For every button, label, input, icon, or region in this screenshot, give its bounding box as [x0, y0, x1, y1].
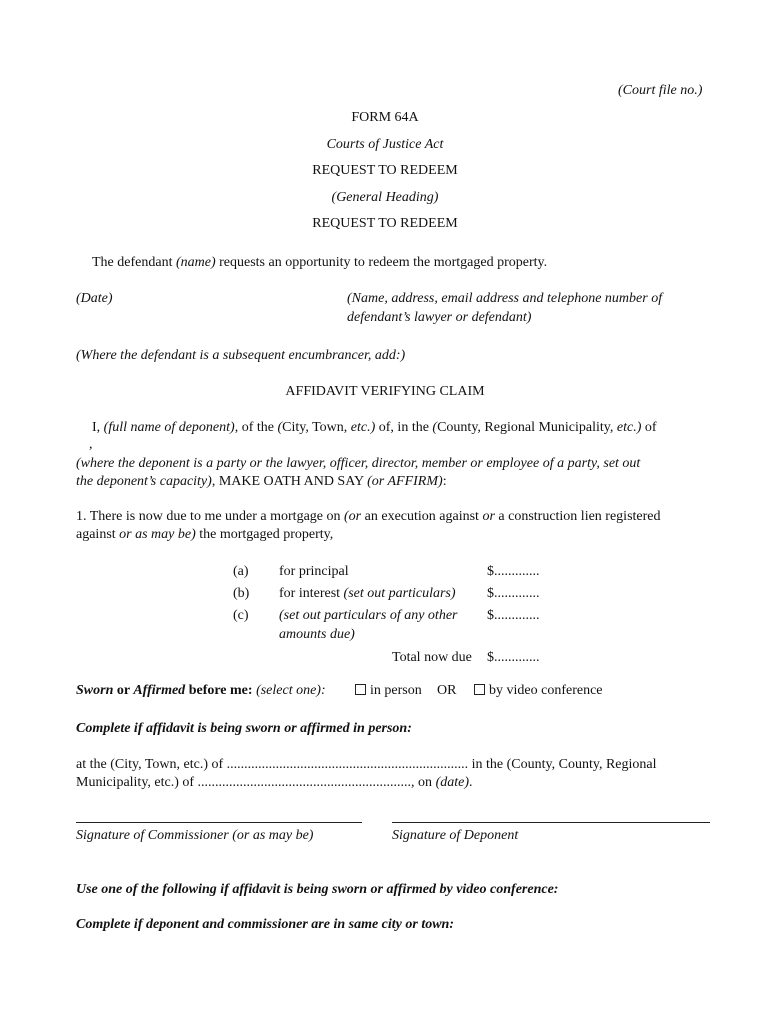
row-b-letter: (b): [233, 586, 250, 601]
row-a-letter: (a): [233, 564, 249, 579]
capacity-text: the deponent’s capacity): [76, 474, 212, 489]
affirm-text: (or AFFIRM): [367, 474, 443, 489]
lawyer-info-line1: (Name, address, email address and telephone number of: [347, 291, 663, 306]
period-text: .: [469, 775, 473, 790]
deponent-signature-label: Signature of Deponent: [392, 828, 519, 843]
total-amount: $.............: [487, 650, 540, 665]
against-text: against: [76, 527, 120, 542]
before-me-text: before me:: [185, 683, 253, 698]
lawyer-info-line2: defendant’s lawyer or defendant): [347, 310, 532, 325]
row-b-desc: [279, 585, 456, 603]
execution-text: an execution against: [361, 509, 483, 524]
row-c-amount: $.............: [487, 608, 540, 623]
or-text-2: or: [482, 509, 495, 524]
affidavit-title: AFFIDAVIT VERIFYING CLAIM: [285, 384, 485, 399]
row-a-desc: [279, 563, 349, 581]
row-b-desc-text: for interest: [279, 586, 344, 601]
row-a-amount: $.............: [487, 564, 540, 579]
sworn-or-text: or: [113, 683, 134, 698]
municipality-text: Municipality, etc.) of ............................................................., on: [76, 775, 436, 790]
date-placeholder: (Date): [76, 291, 113, 306]
total-label: Total now due: [392, 650, 472, 665]
deponent-text: , of the: [234, 420, 278, 435]
oath-text: , MAKE OATH AND SAY: [211, 474, 368, 489]
deponent-comma: ,: [89, 437, 93, 452]
deponent-line: [92, 419, 657, 437]
form-number: FORM 64A: [351, 110, 419, 125]
request-paragraph: [92, 254, 547, 272]
or-separator: OR: [437, 683, 457, 698]
general-heading: (General Heading): [331, 190, 439, 205]
as-may-be-text: or as may be): [119, 527, 196, 542]
select-one-text: (select one):: [252, 683, 326, 698]
mortgaged-property-text: the mortgaged property,: [195, 527, 334, 542]
request-text-end: requests an opportunity to redeem the mortgaged property.: [215, 255, 548, 270]
act-name: Courts of Justice Act: [326, 137, 444, 152]
video-conference-option[interactable]: [474, 682, 603, 700]
in-person-option[interactable]: [355, 682, 422, 700]
commissioner-signature-line[interactable]: [76, 822, 362, 823]
capacity-note-line1: (where the deponent is a party or the lawyer, officer, director, member or employee of a party, set out: [76, 456, 641, 471]
deponent-signature-line[interactable]: [392, 822, 710, 823]
video-conference-label: by video conference: [489, 683, 603, 698]
row-b-desc-italic: (set out particulars): [343, 586, 456, 601]
deponent-name-placeholder: (full name of deponent): [103, 420, 235, 435]
in-person-label: in person: [370, 683, 422, 698]
in-the-text: of, in the: [375, 420, 433, 435]
location-line2: [76, 774, 473, 792]
location-line1: at the (City, Town, etc.) of ..................................................................... in the (County, County, Regional: [76, 757, 657, 772]
paren-open-2: (: [432, 420, 438, 435]
request-text: The defendant: [92, 255, 176, 270]
city-town-text: City, Town,: [282, 420, 351, 435]
date-text: (date): [435, 775, 469, 790]
row-c-desc-italic: (set out particulars of any other: [279, 608, 458, 623]
video-conference-heading: Use one of the following if affidavit is being sworn or affirmed by video conference:: [76, 882, 559, 897]
row-c-desc-line2: amounts due): [279, 627, 355, 642]
row-a-desc-text: for principal: [279, 564, 349, 579]
mortgage-paragraph-line1: [76, 508, 661, 526]
mortgage-text: 1. There is now due to me under a mortgage on: [76, 509, 345, 524]
row-c-letter: (c): [233, 608, 249, 623]
in-person-heading: Complete if affidavit is being sworn or affirmed in person:: [76, 721, 412, 736]
affirmed-text: Affirmed: [133, 683, 186, 698]
video-conference-checkbox[interactable]: [474, 684, 485, 695]
court-file-number: (Court file no.): [618, 83, 703, 98]
etc-text: etc.): [350, 420, 376, 435]
request-name-placeholder: (name): [175, 255, 216, 270]
sworn-text: Sworn: [76, 683, 114, 698]
subsequent-encumbrancer-note: (Where the defendant is a subsequent encumbrancer, add:): [76, 348, 406, 363]
deponent-i: I,: [92, 420, 104, 435]
or-text: (or: [344, 509, 362, 524]
colon-text: :: [442, 474, 447, 489]
commissioner-signature-label: Signature of Commissioner (or as may be): [76, 828, 314, 843]
mortgage-paragraph-line2: [76, 526, 333, 544]
county-text: County, Regional Municipality,: [437, 420, 617, 435]
in-person-checkbox[interactable]: [355, 684, 366, 695]
same-city-heading: Complete if deponent and commissioner are in same city or town:: [76, 917, 454, 932]
lien-text: a construction lien registered: [494, 509, 661, 524]
paren-open: (: [277, 420, 283, 435]
row-c-desc: [279, 607, 458, 625]
form-title-repeat: REQUEST TO REDEEM: [312, 216, 458, 231]
row-b-amount: $.............: [487, 586, 540, 601]
capacity-note-line2: [76, 473, 447, 491]
form-title: REQUEST TO REDEEM: [312, 163, 458, 178]
of-text: of: [641, 420, 657, 435]
etc-text-2: etc.): [616, 420, 642, 435]
sworn-line: [76, 682, 326, 700]
